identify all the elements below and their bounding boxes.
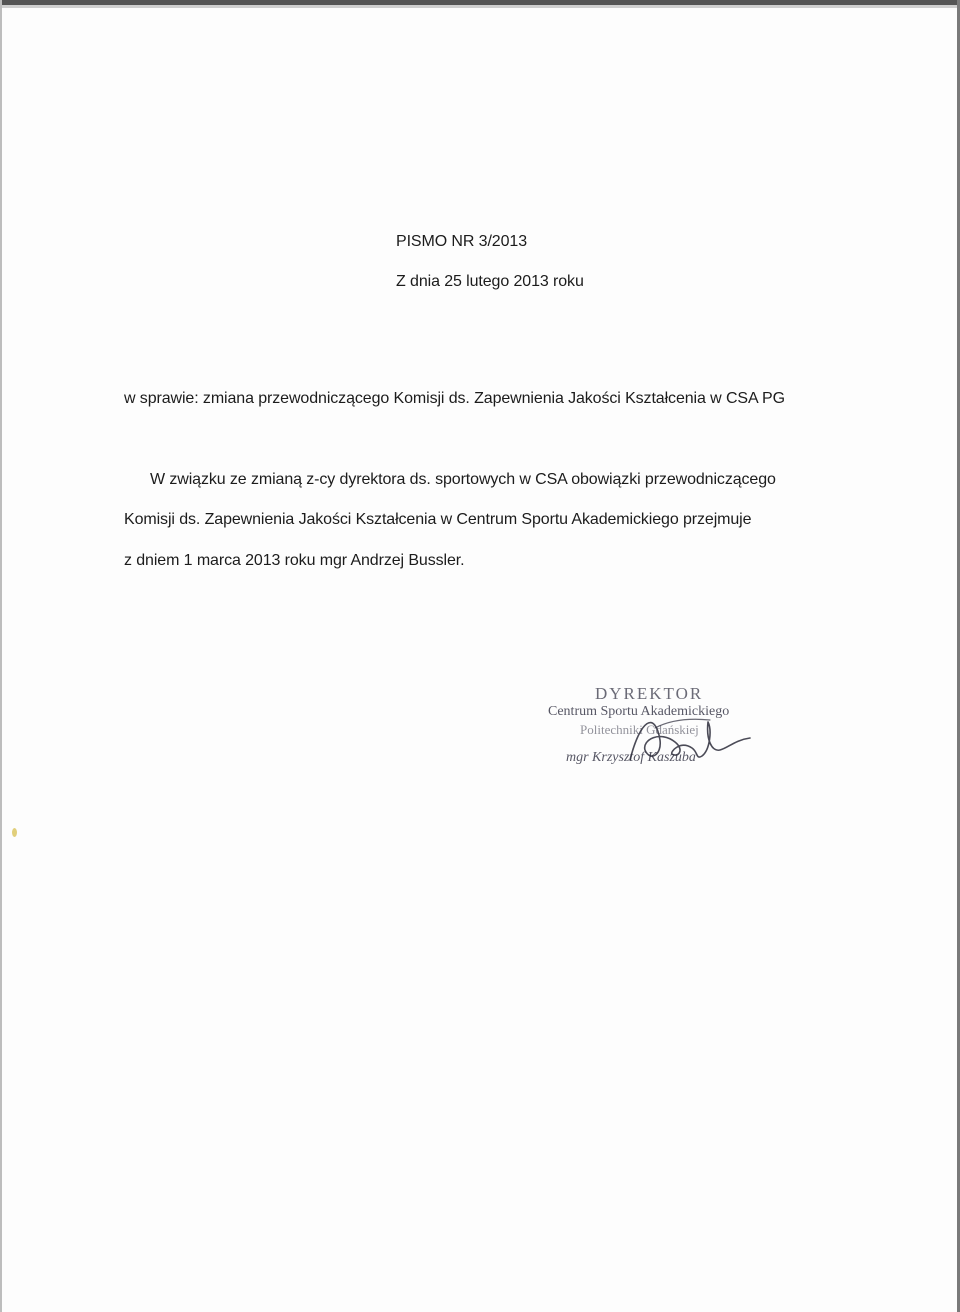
scan-edge-left [0,0,2,1312]
stamp-name: mgr Krzysztof Kaszuba [566,750,696,765]
body-line-2: Komisji ds. Zapewnienia Jakości Kształcenia w Centrum Sportu Akademickiego przejmuje [124,511,752,528]
stamp-heading: DYREKTOR [595,684,704,703]
handwritten-signature [600,700,760,780]
letter-date: Z dnia 25 lutego 2013 roku [396,273,584,290]
scan-speck [12,828,17,837]
scan-edge-top-shadow [0,5,960,8]
stamp-organization: Centrum Sportu Akademickiego [548,704,730,719]
letter-subject: w sprawie: zmiana przewodniczącego Komisji ds. Zapewnienia Jakości Kształcenia w CSA PG [124,390,785,407]
body-line-1: W związku ze zmianą z-cy dyrektora ds. sportowych w CSA obowiązki przewodniczącego [150,471,776,488]
letter-title: PISMO NR 3/2013 [396,233,528,250]
stamp-university: Politechniki Gdańskiej [580,722,699,737]
body-line-3: z dniem 1 marca 2013 roku mgr Andrzej Bussler. [124,552,465,569]
